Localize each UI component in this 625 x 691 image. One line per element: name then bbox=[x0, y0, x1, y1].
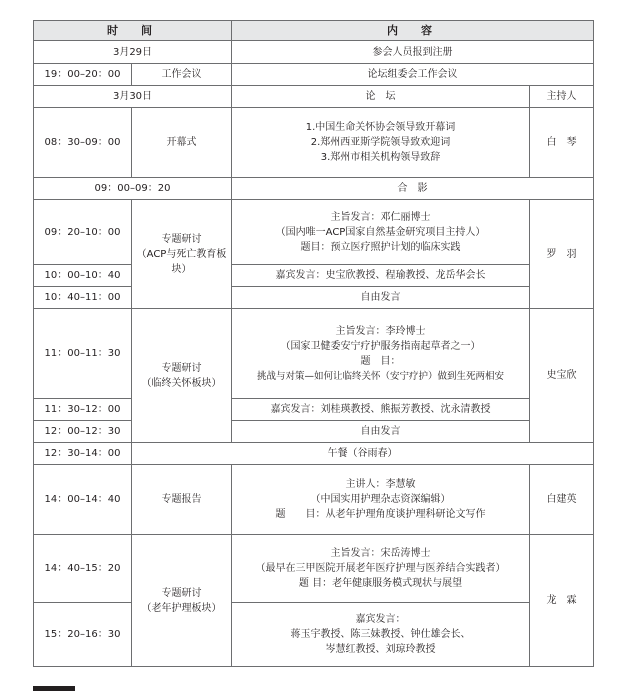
content-cell: 论坛组委会工作会议 bbox=[232, 64, 594, 86]
header-content: 内 容 bbox=[232, 21, 594, 41]
date-cell: 3月30日 bbox=[34, 86, 232, 108]
content-line: 嘉宾发言： bbox=[355, 614, 406, 625]
content-line: 蒋玉宇教授、陈三妹教授、钟仕雄会长、 bbox=[290, 629, 471, 640]
host-header-cell: 主持人 bbox=[530, 86, 594, 108]
table-row bbox=[34, 399, 594, 421]
content-line: （中国实用护理杂志资深编辑） bbox=[310, 494, 451, 505]
content-cell bbox=[232, 200, 530, 265]
session-cell: 工作会议 bbox=[132, 64, 232, 86]
session-line: 专题研讨 bbox=[161, 233, 202, 245]
content-line: 主旨发言：李玲博士 bbox=[335, 325, 426, 337]
session-line: 专题研讨 bbox=[161, 362, 202, 374]
time-cell: 11：00–11：30 bbox=[34, 309, 132, 399]
time-cell: 09：00–09：20 bbox=[34, 178, 232, 200]
session-cell: 开幕式 bbox=[132, 108, 232, 178]
time-cell: 15：20–16：30 bbox=[34, 603, 132, 667]
session-line: （临终关怀板块） bbox=[141, 377, 222, 389]
content-line: 2.郑州西亚斯学院领导致欢迎词 bbox=[310, 137, 451, 148]
content-line: 1.中国生命关怀协会领导致开幕词 bbox=[305, 122, 456, 133]
session-line: （ACP与死亡教育板块） bbox=[136, 248, 227, 275]
time-cell: 14：40–15：20 bbox=[34, 535, 132, 603]
table-row bbox=[34, 108, 594, 178]
content-line: 挑战与对策—如何让临终关怀（安宁疗护）做到生死两相安 bbox=[256, 370, 504, 382]
table-row bbox=[34, 535, 594, 603]
header-time: 时 间 bbox=[34, 21, 232, 41]
content-line: （国家卫健委安宁疗护服务指南起草者之一） bbox=[280, 340, 481, 352]
table-row bbox=[34, 287, 594, 309]
content-cell: 参会人员报到注册 bbox=[232, 41, 594, 64]
table-row bbox=[34, 41, 594, 64]
content-line: 主旨发言：邓仁丽博士 bbox=[330, 211, 431, 223]
content-cell: 午餐（谷雨春） bbox=[132, 443, 594, 465]
table-row bbox=[34, 465, 594, 535]
table-row bbox=[34, 265, 594, 287]
table-row bbox=[34, 64, 594, 86]
date-cell: 3月29日 bbox=[34, 41, 232, 64]
session-line: 专题研讨 bbox=[161, 587, 202, 599]
time-cell: 19：00–20：00 bbox=[34, 64, 132, 86]
time-cell: 09：20–10：00 bbox=[34, 200, 132, 265]
time-cell: 12：30–14：00 bbox=[34, 443, 132, 465]
content-cell: 嘉宾发言：刘桂瑛教授、熊振芳教授、沈永清教授 bbox=[232, 399, 530, 421]
session-line: （老年护理板块） bbox=[141, 602, 222, 614]
host-cell: 龙 霖 bbox=[530, 535, 594, 667]
content-line: 岑慧红教授、刘琼玲教授 bbox=[325, 644, 436, 655]
content-line: （国内唯一ACP国家自然基金研究项目主持人） bbox=[275, 226, 486, 238]
content-cell bbox=[232, 535, 530, 603]
host-cell: 白 琴 bbox=[530, 108, 594, 178]
content-cell bbox=[232, 465, 530, 535]
content-line: 3.郑州市相关机构领导致辞 bbox=[320, 152, 441, 163]
content-cell: 自由发言 bbox=[232, 421, 530, 443]
table-row bbox=[34, 200, 594, 265]
content-cell: 嘉宾发言：史宝欣教授、程瑜教授、龙岳华会长 bbox=[232, 265, 530, 287]
content-cell bbox=[232, 603, 530, 667]
time-cell: 11：30–12：00 bbox=[34, 399, 132, 421]
host-cell: 罗 羽 bbox=[530, 200, 594, 309]
time-cell: 14：00–14：40 bbox=[34, 465, 132, 535]
host-cell: 史宝欣 bbox=[530, 309, 594, 443]
table-row bbox=[34, 603, 594, 667]
session-cell bbox=[132, 535, 232, 667]
content-line: 主讲人：李慧敏 bbox=[345, 479, 416, 490]
content-line: 题 目： bbox=[360, 355, 401, 367]
table-row bbox=[34, 86, 594, 108]
content-cell: 论 坛 bbox=[232, 86, 530, 108]
content-cell: 合 影 bbox=[232, 178, 594, 200]
session-cell bbox=[132, 200, 232, 309]
table-row bbox=[34, 178, 594, 200]
session-cell bbox=[132, 309, 232, 443]
table-row bbox=[34, 309, 594, 399]
table-row bbox=[34, 443, 594, 465]
content-cell bbox=[232, 108, 530, 178]
table-header-row bbox=[34, 21, 594, 41]
content-line: （最早在三甲医院开展老年医疗护理与医养结合实践者） bbox=[255, 563, 506, 574]
page-footer-bar bbox=[33, 686, 75, 691]
session-cell: 专题报告 bbox=[132, 465, 232, 535]
content-cell: 自由发言 bbox=[232, 287, 530, 309]
host-cell: 白建英 bbox=[530, 465, 594, 535]
time-cell: 10：40–11：00 bbox=[34, 287, 132, 309]
time-cell: 12：00–12：30 bbox=[34, 421, 132, 443]
content-line: 主旨发言：宋岳涛博士 bbox=[330, 548, 431, 559]
table-row bbox=[34, 421, 594, 443]
schedule-table bbox=[33, 20, 594, 667]
content-line: 题 目：从老年护理角度谈护理科研论文写作 bbox=[275, 509, 486, 520]
content-line: 题目：预立医疗照护计划的临床实践 bbox=[300, 241, 461, 253]
content-cell bbox=[232, 309, 530, 399]
time-cell: 08：30–09：00 bbox=[34, 108, 132, 178]
time-cell: 10：00–10：40 bbox=[34, 265, 132, 287]
content-line: 题 目：老年健康服务模式现状与展望 bbox=[298, 578, 463, 589]
